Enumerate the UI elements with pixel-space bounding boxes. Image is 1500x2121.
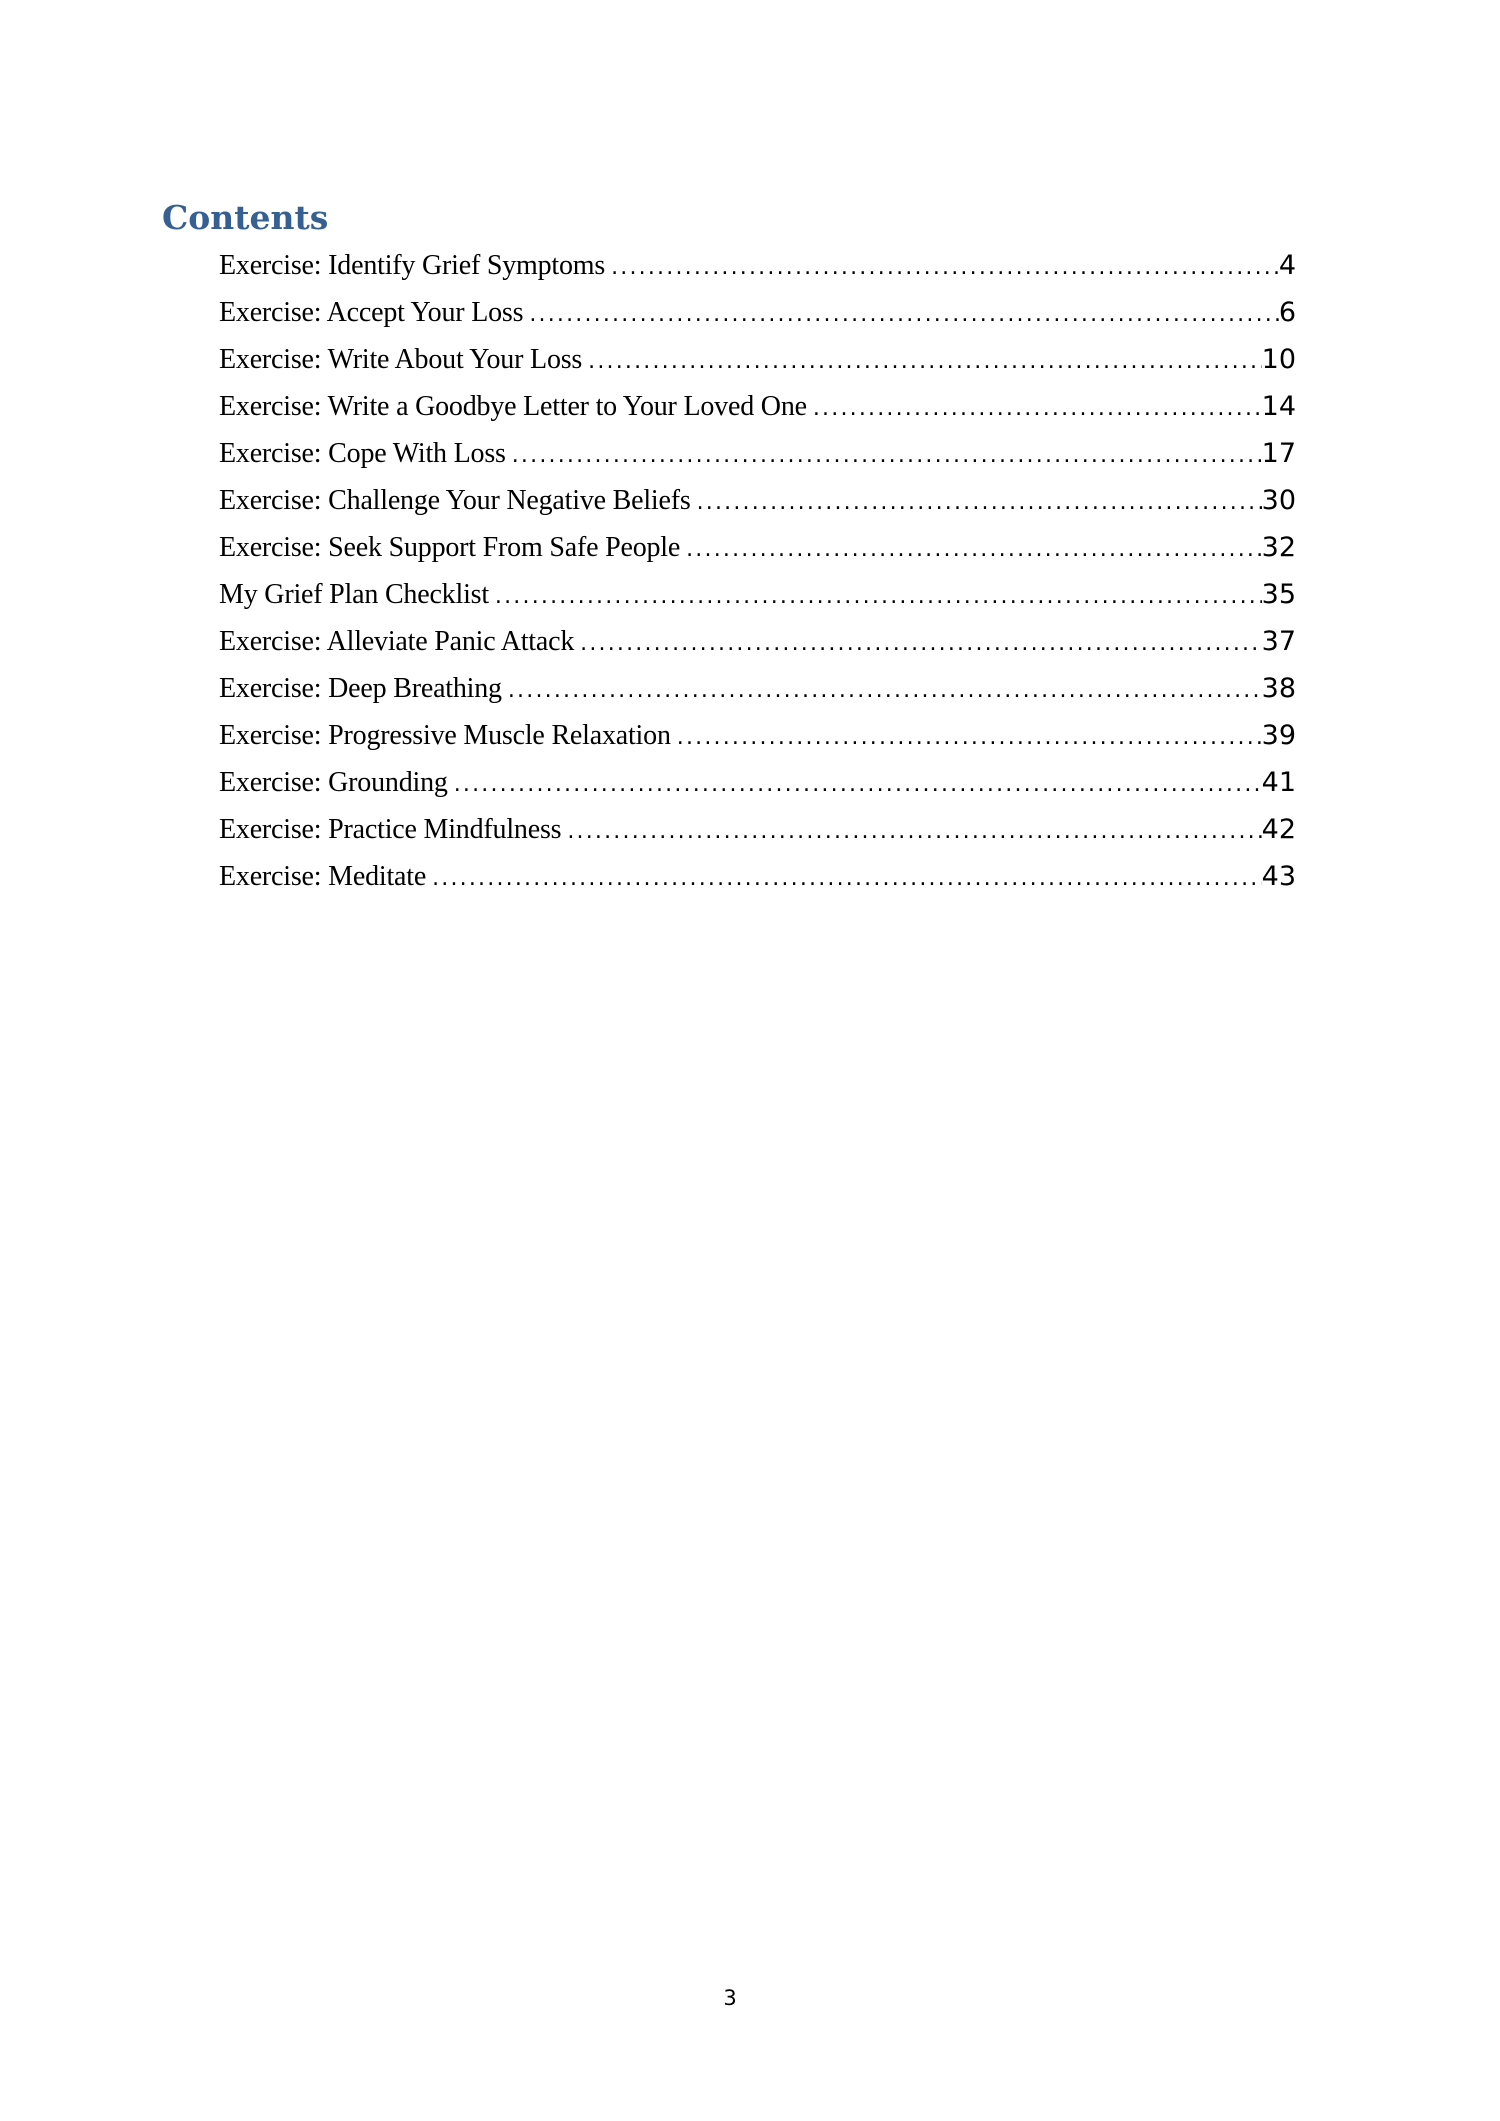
toc-entry-title: Exercise: Cope With Loss [219,438,506,469]
toc-entry-identify-grief-symptoms[interactable] [219,242,1296,289]
toc-entry-challenge-negative-beliefs[interactable] [219,477,1296,524]
toc-entry-page: 14 [1261,391,1296,422]
toc-dot-leader [605,244,1279,289]
toc-entry-page: 6 [1278,297,1296,328]
toc-entry-grief-plan-checklist[interactable] [219,571,1296,618]
toc-entry-accept-your-loss[interactable] [219,289,1296,336]
toc-entry-write-about-your-loss[interactable] [219,336,1296,383]
toc-entry-title: Exercise: Write a Goodbye Letter to Your Loved One [219,391,807,422]
toc-entry-title: My Grief Plan Checklist [219,579,489,610]
toc-dot-leader [448,761,1262,806]
toc-entry-title: Exercise: Progressive Muscle Relaxation [219,720,671,751]
toc-dot-leader [691,479,1262,524]
toc-entry-practice-mindfulness[interactable] [219,806,1296,853]
toc-dot-leader [502,667,1262,712]
toc-dot-leader [489,573,1262,618]
toc-entry-page: 39 [1261,720,1296,751]
toc-entry-title: Exercise: Deep Breathing [219,673,502,704]
page-number: 3 [723,1986,737,2010]
toc-entry-page: 42 [1261,814,1296,845]
toc-entry-title: Exercise: Identify Grief Symptoms [219,250,606,281]
table-of-contents [219,242,1296,900]
toc-entry-title: Exercise: Challenge Your Negative Beliefs [219,485,691,516]
toc-entry-page: 38 [1261,673,1296,704]
toc-dot-leader [807,385,1262,430]
toc-dot-leader [561,808,1261,853]
toc-entry-progressive-muscle-relaxation[interactable] [219,712,1296,759]
toc-dot-leader [506,432,1262,477]
toc-entry-deep-breathing[interactable] [219,665,1296,712]
toc-dot-leader [426,855,1262,900]
toc-entry-title: Exercise: Grounding [219,767,448,798]
toc-entry-page: 30 [1261,485,1296,516]
toc-entry-page: 35 [1261,579,1296,610]
toc-entry-page: 37 [1261,626,1296,657]
toc-entry-cope-with-loss[interactable] [219,430,1296,477]
toc-entry-page: 41 [1261,767,1296,798]
toc-entry-grounding[interactable] [219,759,1296,806]
toc-dot-leader [582,338,1262,383]
toc-entry-title: Exercise: Seek Support From Safe People [219,532,681,563]
toc-entry-seek-support[interactable] [219,524,1296,571]
toc-entry-title: Exercise: Practice Mindfulness [219,814,562,845]
toc-entry-page: 43 [1261,861,1296,892]
toc-dot-leader [523,291,1279,336]
toc-entry-page: 4 [1278,250,1296,281]
toc-dot-leader [671,714,1262,759]
toc-entry-alleviate-panic-attack[interactable] [219,618,1296,665]
contents-heading: Contents [162,198,329,237]
toc-entry-page: 10 [1261,344,1296,375]
toc-entry-page: 17 [1261,438,1296,469]
toc-dot-leader [574,620,1262,665]
toc-entry-page: 32 [1261,532,1296,563]
toc-entry-meditate[interactable] [219,853,1296,900]
toc-entry-title: Exercise: Write About Your Loss [219,344,583,375]
toc-entry-title: Exercise: Meditate [219,861,427,892]
toc-entry-title: Exercise: Alleviate Panic Attack [219,626,575,657]
toc-entry-title: Exercise: Accept Your Loss [219,297,524,328]
toc-dot-leader [680,526,1262,571]
toc-entry-goodbye-letter[interactable] [219,383,1296,430]
